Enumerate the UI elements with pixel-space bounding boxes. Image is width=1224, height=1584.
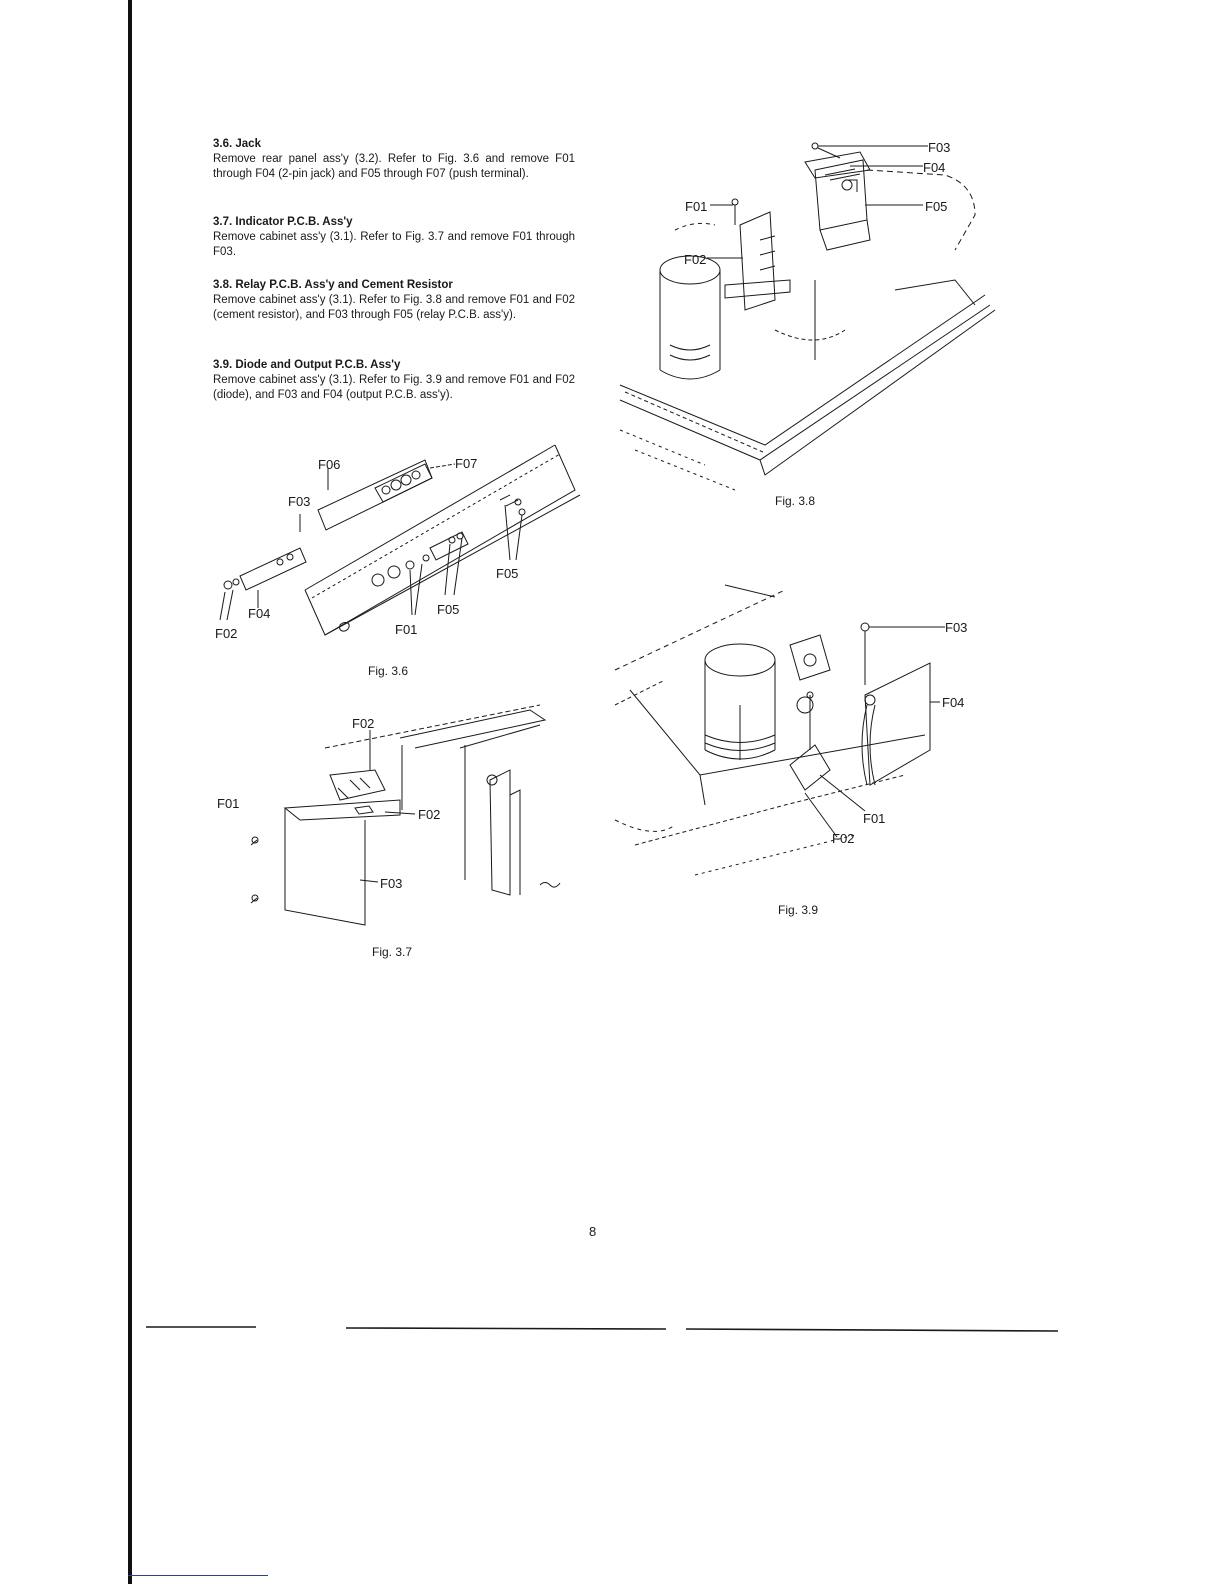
fig38-label-f03: F03	[928, 140, 951, 155]
section-heading: 3.8. Relay P.C.B. Ass'y and Cement Resistor	[213, 279, 453, 291]
section-heading: 3.7. Indicator P.C.B. Ass'y	[213, 216, 353, 228]
fig36-caption: Fig. 3.6	[368, 664, 409, 678]
fig36-label-f02: F02	[215, 626, 238, 641]
bottom-rule	[146, 1324, 1058, 1332]
fig36-label-f06: F06	[318, 457, 341, 472]
diode-output-pcb-drawing	[615, 585, 945, 875]
fig36-label-f05-b: F05	[496, 566, 519, 581]
fig38-label-f05: F05	[925, 199, 948, 214]
section-heading: 3.6. Jack	[213, 138, 261, 150]
fig36-label-f05-a: F05	[437, 602, 460, 617]
fig36-label-f04: F04	[248, 606, 271, 621]
relay-pcb-drawing	[620, 143, 995, 490]
fig37-caption: Fig. 3.7	[372, 945, 413, 959]
binding-edge	[128, 0, 132, 1584]
section-heading: 3.9. Diode and Output P.C.B. Ass'y	[213, 359, 401, 371]
figure-3-6	[200, 440, 600, 690]
section-body: Remove cabinet ass'y (3.1). Refer to Fig. 3.8 and remove F01 and F02 (cement resistor), and F03 through F05 (relay P.C.B. ass'y).	[213, 294, 575, 321]
section-body: Remove cabinet ass'y (3.1). Refer to Fig. 3.7 and remove F01 through F03.	[213, 231, 575, 258]
fig36-label-f07: F07	[455, 456, 478, 471]
section-jack	[213, 137, 575, 182]
fig38-label-f02: F02	[684, 252, 707, 267]
rear-panel-drawing	[220, 445, 580, 635]
indicator-pcb-drawing	[251, 705, 560, 925]
fig37-label-f02-right: F02	[418, 807, 441, 822]
fig38-label-f01: F01	[685, 199, 708, 214]
binding-edge-underline	[128, 1575, 268, 1576]
fig39-label-f04: F04	[942, 695, 965, 710]
fig38-caption: Fig. 3.8	[775, 494, 816, 508]
fig39-label-f01: F01	[863, 811, 886, 826]
fig36-label-f03: F03	[288, 494, 311, 509]
fig39-label-f02: F02	[832, 831, 855, 846]
fig38-label-f04: F04	[923, 160, 946, 175]
fig37-label-f02-top: F02	[352, 716, 375, 731]
fig37-label-f01: F01	[217, 796, 240, 811]
fig36-label-f01: F01	[395, 622, 418, 637]
figure-3-8	[615, 130, 1015, 520]
fig37-label-f03: F03	[380, 876, 403, 891]
section-diode-output-pcb	[213, 358, 575, 403]
fig39-caption: Fig. 3.9	[778, 903, 819, 917]
section-relay-pcb	[213, 278, 575, 323]
section-body: Remove rear panel ass'y (3.2). Refer to Fig. 3.6 and remove F01 through F04 (2-pin jack) and F05 through F07 (push terminal).	[213, 153, 575, 180]
section-body: Remove cabinet ass'y (3.1). Refer to Fig. 3.9 and remove F01 and F02 (diode), and F03 and F04 (output P.C.B. ass'y).	[213, 374, 575, 401]
section-indicator-pcb	[213, 215, 575, 260]
figure-3-9	[605, 575, 1005, 930]
fig39-label-f03: F03	[945, 620, 968, 635]
figure-3-7	[210, 700, 580, 970]
page-number: 8	[589, 1224, 597, 1239]
